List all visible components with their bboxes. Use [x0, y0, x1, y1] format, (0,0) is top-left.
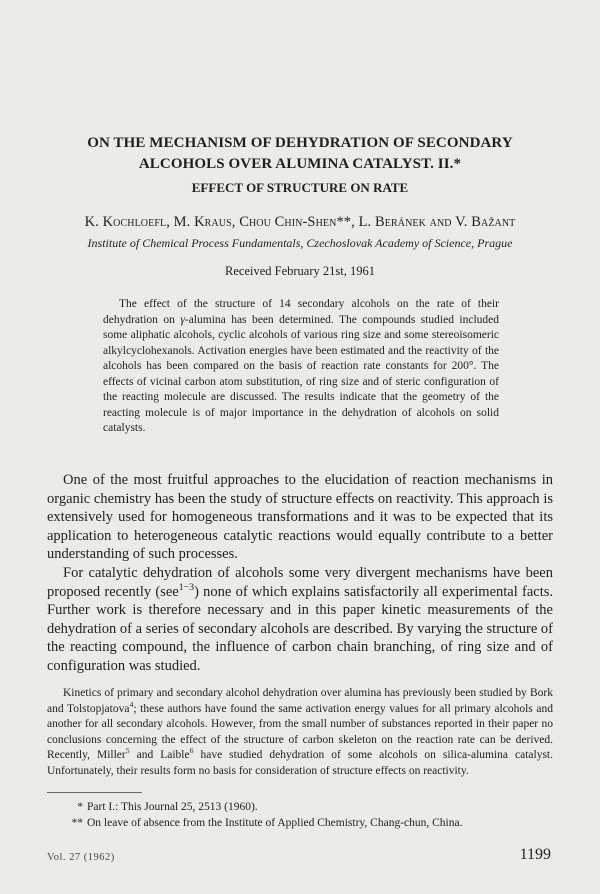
affiliation: Institute of Chemical Process Fundamentals, Czechoslovak Academy of Science, Prague [87, 236, 513, 250]
footnote-mark: ** [71, 817, 83, 829]
citation-ref: 6 [189, 746, 194, 756]
footnote-divider [47, 792, 142, 793]
page-number: 1199 [519, 846, 551, 863]
received-date: Received February 21st, 1961 [225, 264, 375, 278]
article-title [40, 133, 560, 175]
footnote-text: Part I.: This Journal 25, 2513 (1960). [87, 801, 258, 813]
abstract: The effect of the structure of 14 secondary alcohols on the rate of their dehydration on γ-alumina has been determined. The compounds studied included some aliphatic alcohols, cyclic alcohols of various ring size and some stereoisomeric alkylcyclohexanols. Activation energies have been estimated and the reactivity of the alcohols has been compared on the basis of reaction rate constants for 200°. The effects of vicinal carbon atom substitution, of ring size and of steric configuration of the reacting molecule are discussed. The results indicate that the geometry of the reacting molecule is of major importance in the dehydration of alcohols on solid catalysts. [103, 298, 500, 434]
body-paragraph-3: Kinetics of primary and secondary alcohol dehydration over alumina has previously been studied by Bork and Tolstopjatova$^4$; these authors have found the same activation energy values for all primary alcohols and another for all secondary alcohols. However, from the small number of substances reported in their paper no conclusions concerning the effect of the structure of carbon skeleton on the reaction rate can be derived. Recently, Miller$^5$ and Laible$^6$ have studied dehydration of some alcohols on silica-alumina catalyst. Unfortunately, their results form no basis for consideration of structure effects on reactivity. [47, 687, 553, 777]
citation-ref: 4 [129, 699, 134, 709]
footnote-mark: * [77, 801, 83, 813]
article-subtitle: EFFECT OF STRUCTURE ON RATE [191, 180, 409, 195]
footnote-text: On leave of absence from the Institute of Applied Chemistry, Chang-chun, China. [87, 817, 463, 829]
gamma-symbol: γ [180, 313, 185, 326]
author-list: K. Kochloefl, M. Kraus, Chou Chin-Shen**, L. Beránek and V. Bažant [84, 214, 516, 230]
citation-ref: 1−3 [178, 581, 195, 593]
journal-volume: Vol. 27 (1962) [47, 852, 115, 863]
footnote-1 [47, 800, 553, 815]
citation-ref: 5 [125, 746, 130, 756]
body-paragraph-1: One of the most fruitful approaches to the elucidation of reaction mechanisms in organic chemistry has been the study of structure effects on reactivity. This approach is extensively used for homogeneous transformations and it was to be expected that its application to heterogeneous catalytic reactions would equally contribute to a better understanding of such processes. [47, 472, 553, 562]
body-paragraph-2: For catalytic dehydration of alcohols some very divergent mechanisms have been proposed recently (see$^{1-3}$) none of which explains satisfactorily all experimental facts. Further work is therefore necessary and in this paper kinetic measurements of the dehydration of a series of secondary alcohols are described. By varying the structure of the reacting compound, the influence of carbon chain branching, of ring size and of configuration was studied. [47, 565, 553, 674]
footnote-2 [47, 816, 553, 831]
title-line-1: ON THE MECHANISM OF DEHYDRATION OF SECONDARY [87, 135, 513, 151]
title-line-2: ALCOHOLS OVER ALUMINA CATALYST. II.* [138, 156, 462, 172]
